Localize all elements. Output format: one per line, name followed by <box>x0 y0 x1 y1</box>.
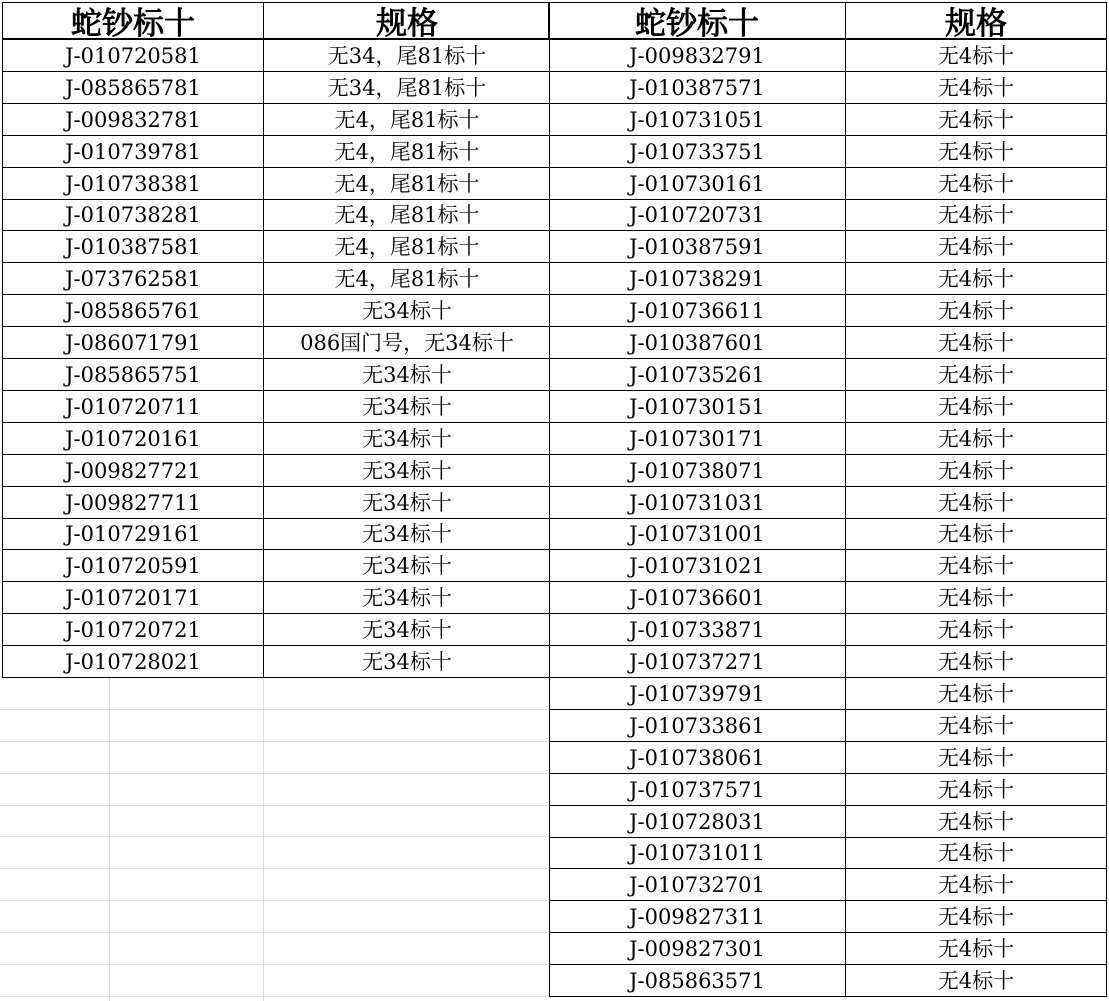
left-row-serial-cell[interactable]: J-009832781 <box>65 107 201 132</box>
right-row-serial-cell[interactable]: J-085863571 <box>629 969 765 994</box>
left-row-serial-cell[interactable]: J-085865781 <box>65 75 201 100</box>
right-row-serial-cell[interactable]: J-010738291 <box>629 267 765 292</box>
right-row-spec-cell[interactable]: 无4标十 <box>937 554 1015 579</box>
right-row-spec-cell[interactable]: 无4标十 <box>937 171 1015 196</box>
left-row-spec-cell[interactable]: 无4，尾81标十 <box>334 139 480 164</box>
left-row-serial-cell[interactable]: J-010720721 <box>65 618 201 643</box>
left-row-spec-cell[interactable]: 无4，尾81标十 <box>334 171 480 196</box>
right-row-serial-cell[interactable]: J-009832791 <box>629 43 765 68</box>
right-row-serial-cell[interactable]: J-010730151 <box>629 394 765 419</box>
right-row-serial-cell[interactable]: J-010387591 <box>629 235 765 260</box>
left-row-spec-cell[interactable]: 无34标十 <box>362 458 452 483</box>
right-row-spec-cell[interactable]: 无4标十 <box>937 777 1015 802</box>
left-row-spec-cell[interactable]: 无4，尾81标十 <box>334 267 480 292</box>
left-row-serial-cell[interactable]: J-010720161 <box>65 426 201 451</box>
right-row-serial-cell[interactable]: J-010733751 <box>629 139 765 164</box>
right-row-spec-cell[interactable]: 无4标十 <box>937 394 1015 419</box>
right-row-serial-cell[interactable]: J-010730161 <box>629 171 765 196</box>
right-row-spec-cell[interactable]: 无4标十 <box>937 490 1015 515</box>
right-row-serial-cell[interactable]: J-010720731 <box>629 203 765 228</box>
right-row-serial-cell[interactable]: J-010731001 <box>629 522 765 547</box>
right-row-spec-cell[interactable]: 无4标十 <box>937 235 1015 260</box>
left-row-serial-cell[interactable]: J-010387581 <box>65 235 201 260</box>
right-row-spec-cell[interactable]: 无4标十 <box>937 75 1015 100</box>
left-row-spec-cell[interactable]: 无4，尾81标十 <box>334 235 480 260</box>
right-row-spec-cell[interactable]: 无4标十 <box>937 905 1015 930</box>
left-row-serial-cell[interactable]: J-009827721 <box>65 458 201 483</box>
right-row-serial-cell[interactable]: J-010387571 <box>629 75 765 100</box>
right-header-serial[interactable]: 蛇钞标十 <box>635 6 759 42</box>
right-row-spec-cell[interactable]: 无4标十 <box>937 873 1015 898</box>
left-row-serial-cell[interactable]: J-010738381 <box>65 171 201 196</box>
right-row-spec-cell[interactable]: 无4标十 <box>937 713 1015 738</box>
left-row-serial-cell[interactable]: J-085865761 <box>65 299 201 324</box>
right-row-serial-cell[interactable]: J-010737571 <box>629 777 765 802</box>
left-row-spec-cell[interactable]: 无34，尾81标十 <box>327 75 487 100</box>
right-row-serial-cell[interactable]: J-009827311 <box>629 905 765 930</box>
left-row-spec-cell[interactable]: 无34标十 <box>362 650 452 675</box>
right-row-serial-cell[interactable]: J-010387601 <box>629 331 765 356</box>
left-row-spec-cell[interactable]: 无34标十 <box>362 554 452 579</box>
right-row-spec-cell[interactable]: 无4标十 <box>937 937 1015 962</box>
right-row-spec-cell[interactable]: 无4标十 <box>937 458 1015 483</box>
right-row-spec-cell[interactable]: 无4标十 <box>937 331 1015 356</box>
right-row-spec-cell[interactable]: 无4标十 <box>937 267 1015 292</box>
left-row-serial-cell[interactable]: J-010738281 <box>65 203 201 228</box>
left-row-spec-cell[interactable]: 无34标十 <box>362 426 452 451</box>
right-row-serial-cell[interactable]: J-010736611 <box>629 299 765 324</box>
left-row-serial-cell[interactable]: J-010720171 <box>65 586 201 611</box>
left-row-serial-cell[interactable]: J-073762581 <box>65 267 201 292</box>
right-row-spec-cell[interactable]: 无4标十 <box>937 681 1015 706</box>
right-row-serial-cell[interactable]: J-009827301 <box>629 937 765 962</box>
right-row-serial-cell[interactable]: J-010735261 <box>629 362 765 387</box>
right-row-spec-cell[interactable]: 无4标十 <box>937 809 1015 834</box>
left-row-serial-cell[interactable]: J-010720711 <box>65 394 201 419</box>
left-row-spec-cell[interactable]: 无34标十 <box>362 522 452 547</box>
right-row-spec-cell[interactable]: 无4标十 <box>937 969 1015 994</box>
left-row-spec-cell[interactable]: 无34标十 <box>362 618 452 643</box>
left-row-spec-cell[interactable]: 无34，尾81标十 <box>327 43 487 68</box>
right-row-spec-cell[interactable]: 无4标十 <box>937 841 1015 866</box>
left-row-spec-cell[interactable]: 086国门号，无34标十 <box>300 331 514 356</box>
right-row-spec-cell[interactable]: 无4标十 <box>937 203 1015 228</box>
right-row-serial-cell[interactable]: J-010733861 <box>629 713 765 738</box>
right-row-serial-cell[interactable]: J-010739791 <box>629 681 765 706</box>
right-row-spec-cell[interactable]: 无4标十 <box>937 618 1015 643</box>
left-row-spec-cell[interactable]: 无4，尾81标十 <box>334 107 480 132</box>
left-row-spec-cell[interactable]: 无34标十 <box>362 299 452 324</box>
right-row-serial-cell[interactable]: J-010731021 <box>629 554 765 579</box>
right-row-serial-cell[interactable]: J-010733871 <box>629 618 765 643</box>
right-row-spec-cell[interactable]: 无4标十 <box>937 650 1015 675</box>
right-row-spec-cell[interactable]: 无4标十 <box>937 43 1015 68</box>
right-row-serial-cell[interactable]: J-010730171 <box>629 426 765 451</box>
right-row-spec-cell[interactable]: 无4标十 <box>937 107 1015 132</box>
right-row-spec-cell[interactable]: 无4标十 <box>937 426 1015 451</box>
right-row-spec-cell[interactable]: 无4标十 <box>937 522 1015 547</box>
left-row-serial-cell[interactable]: J-010720581 <box>65 43 201 68</box>
right-row-serial-cell[interactable]: J-010732701 <box>629 873 765 898</box>
right-row-serial-cell[interactable]: J-010731051 <box>629 107 765 132</box>
left-row-serial-cell[interactable]: J-010720591 <box>65 554 201 579</box>
left-row-spec-cell[interactable]: 无4，尾81标十 <box>334 203 480 228</box>
right-row-serial-cell[interactable]: J-010737271 <box>629 650 765 675</box>
left-header-serial[interactable]: 蛇钞标十 <box>71 6 195 42</box>
right-row-serial-cell[interactable]: J-010738061 <box>629 745 765 770</box>
right-row-serial-cell[interactable]: J-010738071 <box>629 458 765 483</box>
left-row-serial-cell[interactable]: J-010728021 <box>65 650 201 675</box>
left-row-serial-cell[interactable]: J-010729161 <box>65 522 201 547</box>
left-row-spec-cell[interactable]: 无34标十 <box>362 362 452 387</box>
right-row-spec-cell[interactable]: 无4标十 <box>937 745 1015 770</box>
left-header-spec[interactable]: 规格 <box>376 6 438 42</box>
right-row-serial-cell[interactable]: J-010728031 <box>629 809 765 834</box>
left-row-serial-cell[interactable]: J-009827711 <box>65 490 201 515</box>
left-row-spec-cell[interactable]: 无34标十 <box>362 490 452 515</box>
right-row-spec-cell[interactable]: 无4标十 <box>937 362 1015 387</box>
right-row-serial-cell[interactable]: J-010736601 <box>629 586 765 611</box>
left-row-spec-cell[interactable]: 无34标十 <box>362 586 452 611</box>
left-row-spec-cell[interactable]: 无34标十 <box>362 394 452 419</box>
left-row-serial-cell[interactable]: J-010739781 <box>65 139 201 164</box>
left-row-serial-cell[interactable]: J-085865751 <box>65 362 201 387</box>
right-header-spec[interactable]: 规格 <box>945 6 1007 42</box>
right-row-spec-cell[interactable]: 无4标十 <box>937 139 1015 164</box>
right-row-serial-cell[interactable]: J-010731031 <box>629 490 765 515</box>
right-row-spec-cell[interactable]: 无4标十 <box>937 586 1015 611</box>
right-row-serial-cell[interactable]: J-010731011 <box>629 841 765 866</box>
left-row-serial-cell[interactable]: J-086071791 <box>65 331 201 356</box>
right-row-spec-cell[interactable]: 无4标十 <box>937 299 1015 324</box>
